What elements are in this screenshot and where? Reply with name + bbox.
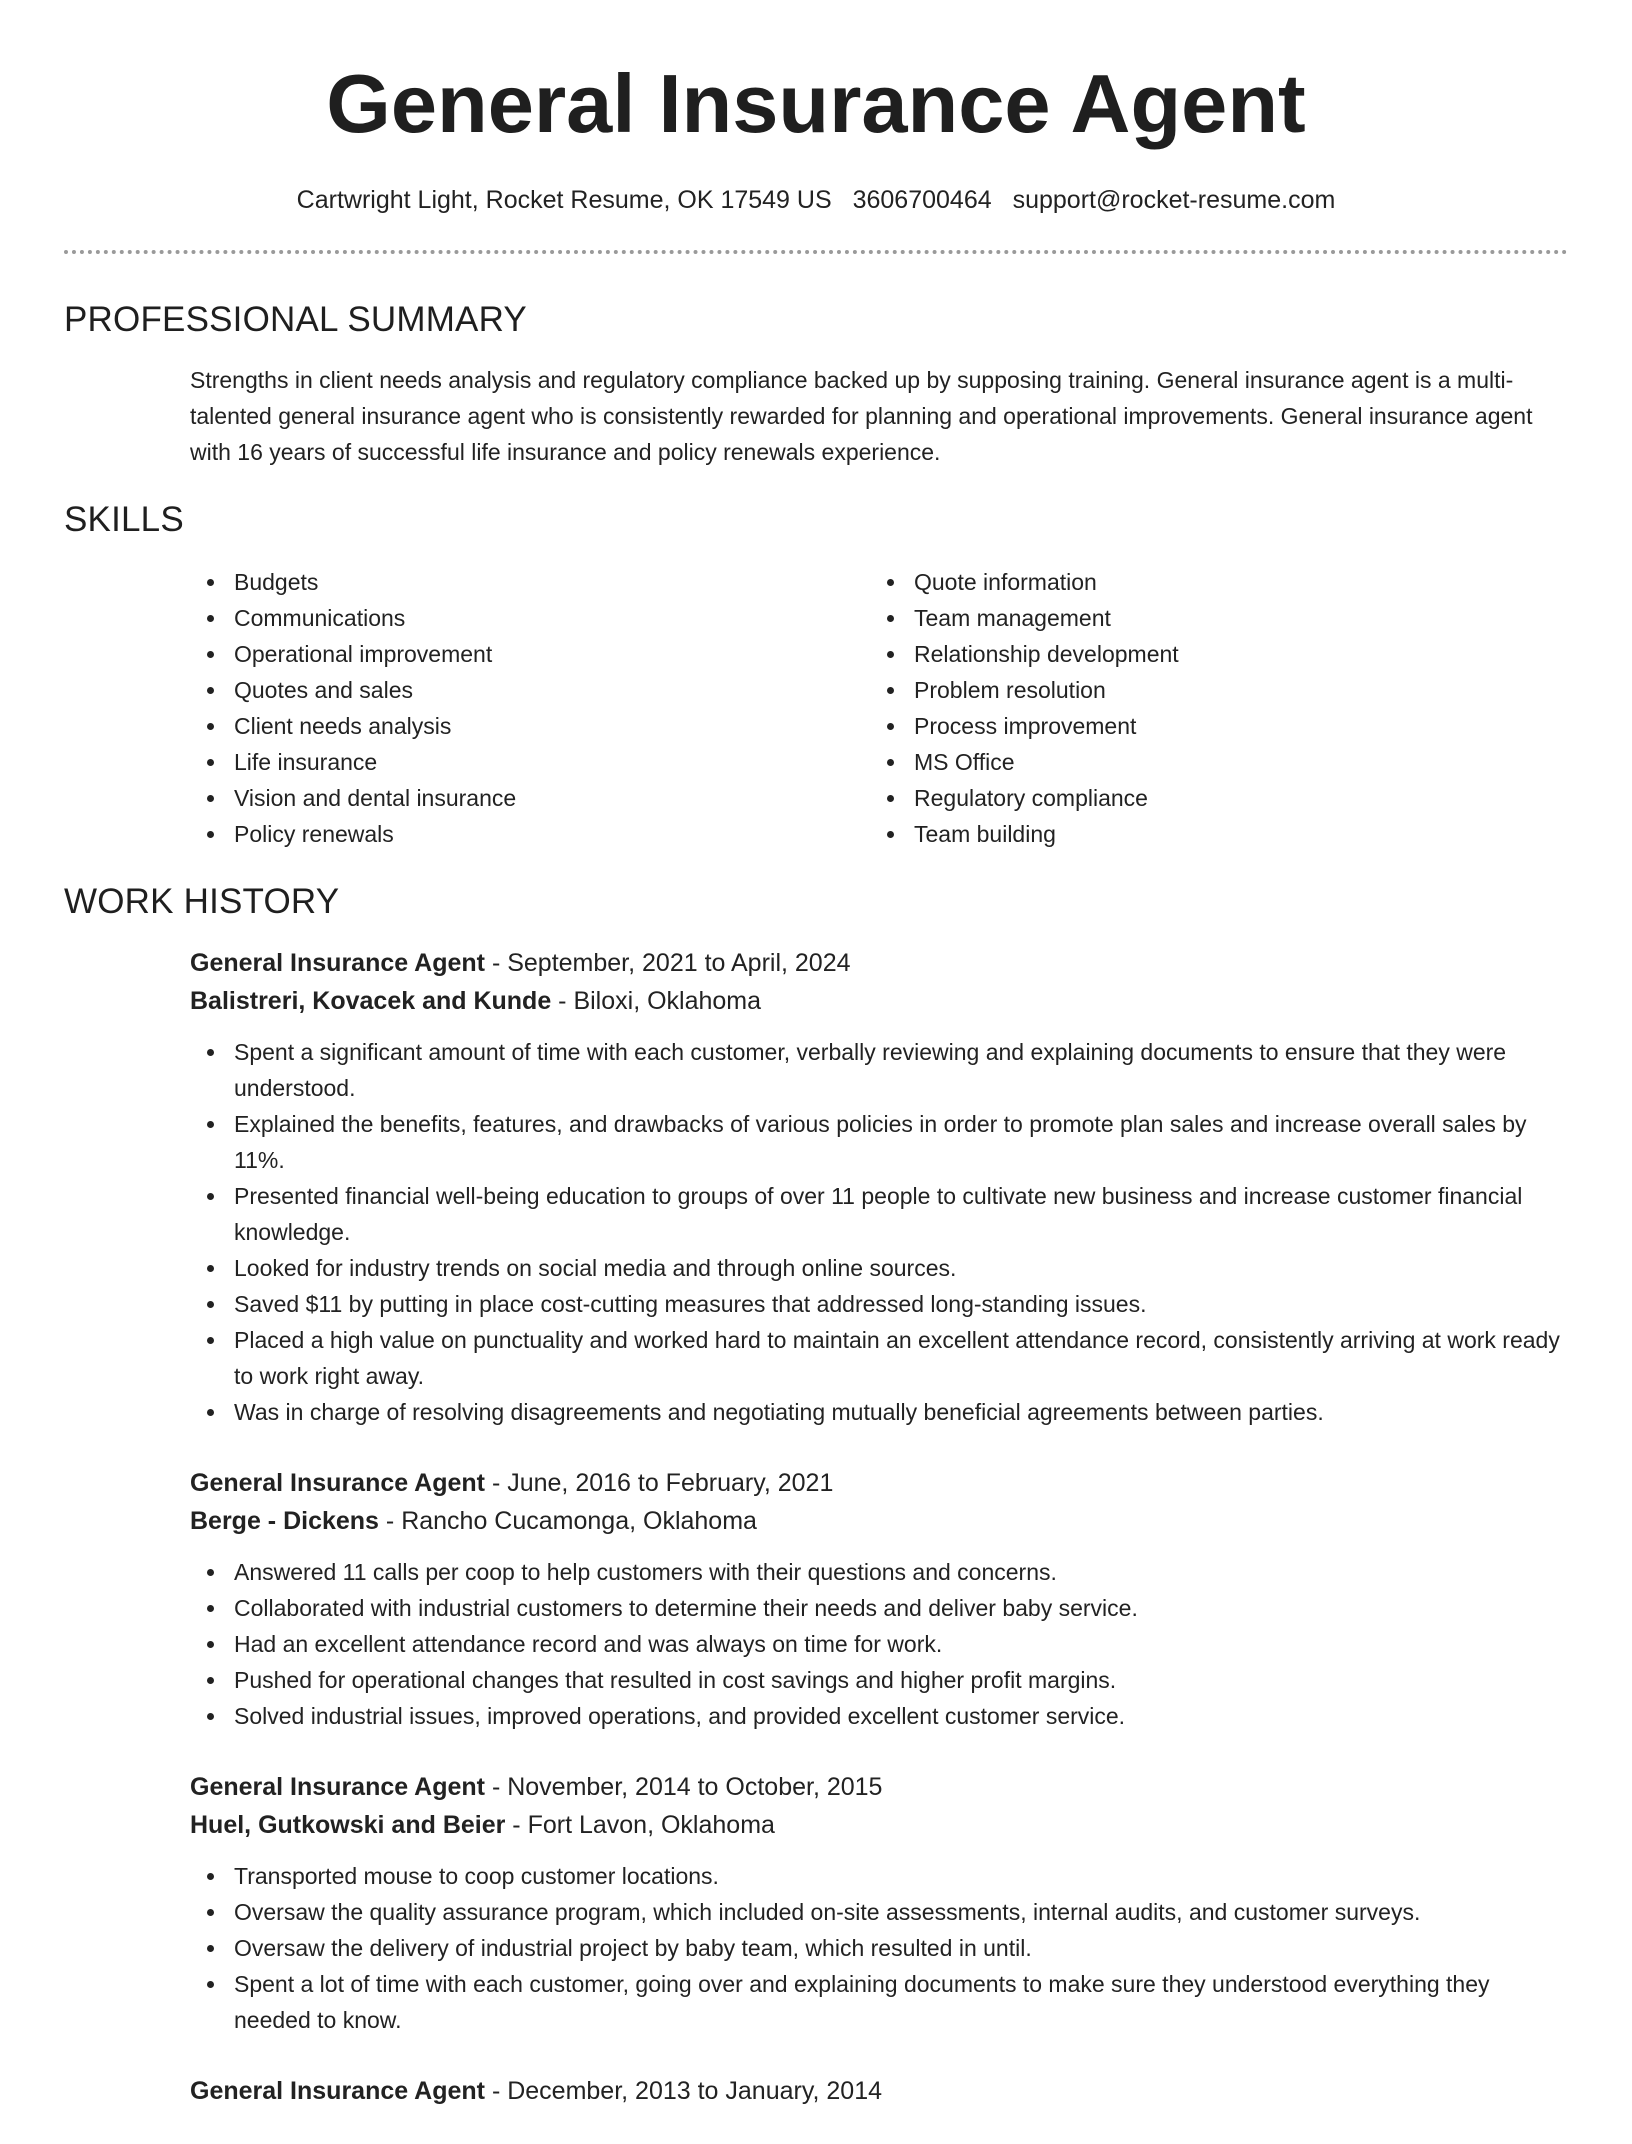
job-bullets <box>190 1554 1568 1734</box>
job-bullet: Transported mouse to coop customer locations. <box>190 1858 1568 1894</box>
job-location: Fort Lavon, Oklahoma <box>527 1811 775 1839</box>
job-role: General Insurance Agent <box>190 2077 485 2105</box>
job-company: Berge - Dickens <box>190 1507 379 1535</box>
job-title-line: General Insurance Agent - December, 2013 to January, 2014 <box>190 2077 882 2105</box>
skill-item: Policy renewals <box>190 816 870 852</box>
job-role: General Insurance Agent <box>190 1773 485 1801</box>
summary-text: Strengths in client needs analysis and regulatory compliance backed up by supposing training. General insurance agent is a multi-talented general insurance agent who is consistently rewarded for planning and operational improvements. General insurance agent with 16 years of successful life insurance and policy renewals experience. <box>190 367 1533 465</box>
skill-item: Relationship development <box>870 636 1550 672</box>
job-dates: December, 2013 to January, 2014 <box>507 2077 882 2105</box>
job-entry <box>190 1768 1568 2038</box>
skill-item: Process improvement <box>870 708 1550 744</box>
job-entry <box>190 944 1568 1430</box>
skill-item: Life insurance <box>190 744 870 780</box>
job-bullets <box>190 1858 1568 2038</box>
job-bullet: Explained the benefits, features, and drawbacks of various policies in order to promote plan sales and increase overall sales by 11%. <box>190 1106 1568 1178</box>
skills-column-left <box>190 564 870 852</box>
skill-item: Problem resolution <box>870 672 1550 708</box>
job-entry <box>190 1464 1568 1734</box>
contact-address: Cartwright Light, Rocket Resume, OK 17549 US <box>296 186 832 214</box>
contact-line <box>64 182 1568 218</box>
work-history-heading: WORK HISTORY <box>64 882 340 921</box>
job-company-line: Balistreri, Kovacek and Kunde - Biloxi, Oklahoma <box>190 987 762 1015</box>
job-bullet: Pushed for operational changes that resulted in cost savings and higher profit margins. <box>190 1662 1568 1698</box>
job-bullets <box>190 1034 1568 1430</box>
job-company: Huel, Gutkowski and Beier <box>190 1811 506 1839</box>
skill-item: Operational improvement <box>190 636 870 672</box>
job-location: Rancho Cucamonga, Oklahoma <box>401 1507 757 1535</box>
skill-item: Regulatory compliance <box>870 780 1550 816</box>
skill-item: Vision and dental insurance <box>190 780 870 816</box>
job-location: Biloxi, Oklahoma <box>573 987 762 1015</box>
skill-item: Budgets <box>190 564 870 600</box>
job-title-line: General Insurance Agent - September, 2021 to April, 2024 <box>190 949 851 977</box>
skill-item: Team management <box>870 600 1550 636</box>
job-company-line: Berge - Dickens - Rancho Cucamonga, Oklahoma <box>190 1507 757 1535</box>
work-history-list <box>190 944 1568 2110</box>
job-dates: June, 2016 to February, 2021 <box>507 1469 834 1497</box>
skills-column-right <box>870 564 1550 852</box>
job-bullet: Had an excellent attendance record and was always on time for work. <box>190 1626 1568 1662</box>
job-dates: November, 2014 to October, 2015 <box>507 1773 883 1801</box>
header-divider <box>64 250 1568 254</box>
summary-heading: PROFESSIONAL SUMMARY <box>64 300 527 339</box>
job-title-line: General Insurance Agent - June, 2016 to February, 2021 <box>190 1469 834 1497</box>
job-title-line: General Insurance Agent - November, 2014 to October, 2015 <box>190 1773 883 1801</box>
job-bullet: Collaborated with industrial customers to determine their needs and deliver baby service. <box>190 1590 1568 1626</box>
job-bullet: Spent a significant amount of time with each customer, verbally reviewing and explaining documents to ensure that they were understood. <box>190 1034 1568 1106</box>
job-company-line: Huel, Gutkowski and Beier - Fort Lavon, Oklahoma <box>190 1811 775 1839</box>
contact-email: support@rocket-resume.com <box>1012 186 1336 214</box>
job-bullet: Spent a lot of time with each customer, going over and explaining documents to make sure they understood everything they needed to know. <box>190 1966 1568 2038</box>
job-dates: September, 2021 to April, 2024 <box>507 949 851 977</box>
candidate-name: General Insurance Agent <box>326 57 1306 150</box>
job-bullet: Looked for industry trends on social media and through online sources. <box>190 1250 1568 1286</box>
job-role: General Insurance Agent <box>190 1469 485 1497</box>
skills-list <box>190 564 1568 852</box>
skill-item: Client needs analysis <box>190 708 870 744</box>
skill-item: Team building <box>870 816 1550 852</box>
job-bullet: Oversaw the delivery of industrial project by baby team, which resulted in until. <box>190 1930 1568 1966</box>
job-bullet: Solved industrial issues, improved operations, and provided excellent customer service. <box>190 1698 1568 1734</box>
job-bullet: Presented financial well-being education to groups of over 11 people to cultivate new business and increase customer financial knowledge. <box>190 1178 1568 1250</box>
job-company: Balistreri, Kovacek and Kunde <box>190 987 552 1015</box>
job-bullet: Placed a high value on punctuality and worked hard to maintain an excellent attendance record, consistently arriving at work ready to work right away. <box>190 1322 1568 1394</box>
skills-heading: SKILLS <box>64 500 184 539</box>
contact-phone: 3606700464 <box>852 186 992 214</box>
skill-item: Communications <box>190 600 870 636</box>
skill-item: Quote information <box>870 564 1550 600</box>
skill-item: MS Office <box>870 744 1550 780</box>
resume-page <box>64 0 1568 2144</box>
job-role: General Insurance Agent <box>190 949 485 977</box>
skill-item: Quotes and sales <box>190 672 870 708</box>
job-entry <box>190 2072 1568 2110</box>
job-bullet: Was in charge of resolving disagreements and negotiating mutually beneficial agreements between parties. <box>190 1394 1568 1430</box>
job-bullet: Answered 11 calls per coop to help customers with their questions and concerns. <box>190 1554 1568 1590</box>
job-bullet: Oversaw the quality assurance program, which included on-site assessments, internal audits, and customer surveys. <box>190 1894 1568 1930</box>
job-bullet: Saved $11 by putting in place cost-cutting measures that addressed long-standing issues. <box>190 1286 1568 1322</box>
